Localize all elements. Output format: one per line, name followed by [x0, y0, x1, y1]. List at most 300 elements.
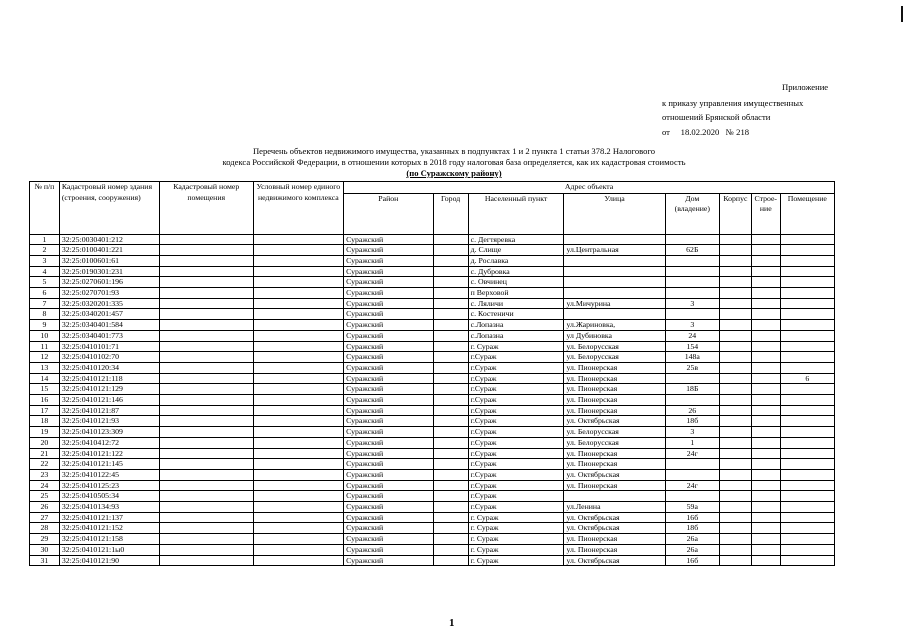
cell-conditional-number [253, 234, 344, 245]
cell-district: Суражский [344, 362, 433, 373]
cell-settlement: с. Дубровка [468, 266, 564, 277]
cell-street: ул. Октябрьская [564, 416, 665, 427]
cell-room-cadastral [159, 491, 253, 502]
cell-street [564, 255, 665, 266]
cell-house: 3 [665, 427, 719, 438]
cell-street: ул. Пионерская [564, 373, 665, 384]
cell-stroenie [751, 405, 780, 416]
cell-room-cadastral [159, 255, 253, 266]
cell-settlement: г.Сураж [468, 395, 564, 406]
cell-street: ул. Октябрьская [564, 512, 665, 523]
cell-room-cadastral [159, 330, 253, 341]
cell-num: 14 [30, 373, 60, 384]
cell-city [433, 277, 468, 288]
cell-house [665, 373, 719, 384]
cell-district: Суражский [344, 469, 433, 480]
cell-house: 1 [665, 437, 719, 448]
cell-city [433, 384, 468, 395]
table-row [30, 437, 835, 448]
cell-house: 24г [665, 448, 719, 459]
cell-street: ул.Мичурина [564, 298, 665, 309]
cell-num: 5 [30, 277, 60, 288]
cell-street: ул. Пионерская [564, 544, 665, 555]
cell-cadastral-number: 32:25:0410120:34 [59, 362, 159, 373]
cell-room-cadastral [159, 502, 253, 513]
cell-settlement: г. Сураж [468, 523, 564, 534]
cell-room-cadastral [159, 523, 253, 534]
cell-conditional-number [253, 405, 344, 416]
cell-num: 24 [30, 480, 60, 491]
cell-city [433, 245, 468, 256]
document-title-district: (по Суражскому району) [406, 168, 502, 178]
cell-city [433, 352, 468, 363]
cell-room-cadastral [159, 309, 253, 320]
cell-district: Суражский [344, 373, 433, 384]
cell-conditional-number [253, 277, 344, 288]
header-city: Город [433, 193, 468, 234]
cell-stroenie [751, 469, 780, 480]
cell-house [665, 288, 719, 299]
header-korpus: Корпус [719, 193, 751, 234]
cell-city [433, 427, 468, 438]
cell-num: 23 [30, 469, 60, 480]
cell-room [780, 266, 834, 277]
cell-korpus [719, 469, 751, 480]
cell-korpus [719, 330, 751, 341]
cell-room [780, 384, 834, 395]
cell-conditional-number [253, 534, 344, 545]
cell-room-cadastral [159, 362, 253, 373]
cell-room [780, 544, 834, 555]
table-row [30, 245, 835, 256]
cell-conditional-number [253, 320, 344, 331]
cell-city [433, 416, 468, 427]
cell-num: 8 [30, 309, 60, 320]
cell-house [665, 309, 719, 320]
cell-num: 2 [30, 245, 60, 256]
cell-korpus [719, 320, 751, 331]
cell-room-cadastral [159, 512, 253, 523]
cell-street: ул. Октябрьская [564, 469, 665, 480]
cell-room: 6 [780, 373, 834, 384]
cell-conditional-number [253, 298, 344, 309]
header-settlement: Населенный пункт [468, 193, 564, 234]
header-street: Улица [564, 193, 665, 234]
document-title-line2: кодекса Российской Федерации, в отношении которых в 2018 году налоговая база определяется, как их кадастровая стоимость [222, 157, 686, 167]
cell-korpus [719, 277, 751, 288]
cell-num: 20 [30, 437, 60, 448]
cell-city [433, 480, 468, 491]
table-row [30, 266, 835, 277]
cell-district: Суражский [344, 255, 433, 266]
cell-room [780, 288, 834, 299]
cell-district: Суражский [344, 544, 433, 555]
cell-room [780, 502, 834, 513]
cell-street: ул. Пионерская [564, 480, 665, 491]
cell-stroenie [751, 480, 780, 491]
cell-stroenie [751, 298, 780, 309]
cell-district: Суражский [344, 330, 433, 341]
cell-settlement: г.Сураж [468, 352, 564, 363]
cell-house [665, 395, 719, 406]
cell-korpus [719, 266, 751, 277]
cell-room-cadastral [159, 544, 253, 555]
cell-num: 25 [30, 491, 60, 502]
table-row [30, 373, 835, 384]
cell-house: 18Б [665, 384, 719, 395]
cell-num: 12 [30, 352, 60, 363]
table-row [30, 523, 835, 534]
cell-stroenie [751, 384, 780, 395]
cell-settlement: с. Костеничи [468, 309, 564, 320]
cell-room [780, 416, 834, 427]
cell-conditional-number [253, 555, 344, 566]
cell-cadastral-number: 32:25:0030401:212 [59, 234, 159, 245]
cell-num: 6 [30, 288, 60, 299]
cell-korpus [719, 512, 751, 523]
cell-num: 19 [30, 427, 60, 438]
cell-cadastral-number: 32:25:0410122:45 [59, 469, 159, 480]
cell-district: Суражский [344, 234, 433, 245]
cell-house: 154 [665, 341, 719, 352]
cell-room-cadastral [159, 480, 253, 491]
cell-korpus [719, 459, 751, 470]
cell-cadastral-number: 32:25:0340201:457 [59, 309, 159, 320]
cell-stroenie [751, 448, 780, 459]
table-row [30, 309, 835, 320]
cell-city [433, 255, 468, 266]
cell-house: 26а [665, 534, 719, 545]
cell-settlement: г. Сураж [468, 341, 564, 352]
cell-street: ул.Жариновка, [564, 320, 665, 331]
cell-stroenie [751, 416, 780, 427]
cell-room [780, 427, 834, 438]
cell-cadastral-number: 32:25:0410134:93 [59, 502, 159, 513]
cell-city [433, 534, 468, 545]
cell-room-cadastral [159, 384, 253, 395]
document-title-line1: Перечень объектов недвижимого имущества, указанных в подпунктах 1 и 2 пункта 1 статьи 378.2 Налогового [252, 146, 656, 156]
cell-num: 26 [30, 502, 60, 513]
cell-conditional-number [253, 373, 344, 384]
cell-stroenie [751, 459, 780, 470]
cell-stroenie [751, 277, 780, 288]
table-row [30, 459, 835, 470]
cell-room [780, 298, 834, 309]
cell-house: 26а [665, 544, 719, 555]
cell-cadastral-number: 32:25:0190301:231 [59, 266, 159, 277]
cell-settlement: г.Сураж [468, 448, 564, 459]
cell-room [780, 523, 834, 534]
cell-conditional-number [253, 512, 344, 523]
cell-settlement: г.Сураж [468, 416, 564, 427]
cell-house: 24г [665, 480, 719, 491]
cell-street: ул. Октябрьская [564, 523, 665, 534]
cell-settlement: г.Сураж [468, 502, 564, 513]
cell-room-cadastral [159, 373, 253, 384]
cell-district: Суражский [344, 341, 433, 352]
cell-house: 59а [665, 502, 719, 513]
cell-room [780, 277, 834, 288]
cell-stroenie [751, 288, 780, 299]
cell-room-cadastral [159, 427, 253, 438]
cell-num: 28 [30, 523, 60, 534]
cell-district: Суражский [344, 395, 433, 406]
cell-conditional-number [253, 427, 344, 438]
cell-num: 15 [30, 384, 60, 395]
cell-cadastral-number: 32:25:0410121:146 [59, 395, 159, 406]
cell-korpus [719, 502, 751, 513]
table-row [30, 480, 835, 491]
cell-stroenie [751, 437, 780, 448]
cell-room [780, 405, 834, 416]
cell-room [780, 341, 834, 352]
header-district: Район [344, 193, 433, 234]
cell-conditional-number [253, 469, 344, 480]
header-cad-room: Кадастровый номер помещения [159, 182, 253, 235]
cell-stroenie [751, 341, 780, 352]
cell-korpus [719, 416, 751, 427]
cell-district: Суражский [344, 384, 433, 395]
cell-conditional-number [253, 480, 344, 491]
cell-district: Суражский [344, 448, 433, 459]
cell-district: Суражский [344, 512, 433, 523]
order-reference-line2: отношений Брянской области [662, 112, 771, 122]
header-room: Помещение [780, 193, 834, 234]
cell-stroenie [751, 330, 780, 341]
cell-room [780, 480, 834, 491]
cell-room-cadastral [159, 395, 253, 406]
cell-house: 26 [665, 405, 719, 416]
cell-district: Суражский [344, 480, 433, 491]
cell-settlement: г. Сураж [468, 534, 564, 545]
cell-house: 25в [665, 362, 719, 373]
cell-house: 3 [665, 320, 719, 331]
cell-street [564, 234, 665, 245]
table-row [30, 362, 835, 373]
cell-korpus [719, 373, 751, 384]
cell-street: ул. Белорусская [564, 427, 665, 438]
cell-room-cadastral [159, 245, 253, 256]
cell-city [433, 288, 468, 299]
cell-room [780, 459, 834, 470]
cell-settlement: г. Сураж [468, 544, 564, 555]
cell-stroenie [751, 234, 780, 245]
cell-room-cadastral [159, 459, 253, 470]
table-row [30, 395, 835, 406]
cell-district: Суражский [344, 427, 433, 438]
cell-num: 3 [30, 255, 60, 266]
cell-korpus [719, 341, 751, 352]
cell-district: Суражский [344, 437, 433, 448]
cell-stroenie [751, 523, 780, 534]
table-row [30, 352, 835, 363]
cell-house: 3 [665, 298, 719, 309]
order-reference-line1: к приказу управления имущественных [662, 98, 804, 108]
cell-korpus [719, 234, 751, 245]
cell-cadastral-number: 32:25:0410505:34 [59, 491, 159, 502]
cell-conditional-number [253, 255, 344, 266]
cell-num: 27 [30, 512, 60, 523]
table-row [30, 534, 835, 545]
cell-room [780, 395, 834, 406]
cell-room [780, 234, 834, 245]
cell-house: 24 [665, 330, 719, 341]
cell-room [780, 245, 834, 256]
cell-num: 1 [30, 234, 60, 245]
cell-cadastral-number: 32:25:0410121:93 [59, 416, 159, 427]
cell-cadastral-number: 32:25:0410121:152 [59, 523, 159, 534]
header-cond-number: Условный номер единого недвижимого комплекса [253, 182, 344, 235]
cell-street [564, 288, 665, 299]
table-body [30, 234, 835, 566]
cell-conditional-number [253, 384, 344, 395]
cell-conditional-number [253, 448, 344, 459]
cell-conditional-number [253, 362, 344, 373]
table-row [30, 255, 835, 266]
cell-room-cadastral [159, 320, 253, 331]
cell-house [665, 491, 719, 502]
cell-district: Суражский [344, 491, 433, 502]
cell-korpus [719, 523, 751, 534]
cell-street: ул. Пионерская [564, 459, 665, 470]
property-table [29, 181, 835, 566]
cell-city [433, 266, 468, 277]
cell-stroenie [751, 245, 780, 256]
cell-room [780, 534, 834, 545]
cell-room-cadastral [159, 405, 253, 416]
cell-num: 17 [30, 405, 60, 416]
table-row [30, 416, 835, 427]
cell-room [780, 512, 834, 523]
cell-street [564, 309, 665, 320]
cell-cadastral-number: 32:25:0270601:196 [59, 277, 159, 288]
cell-room [780, 330, 834, 341]
cell-stroenie [751, 555, 780, 566]
cell-cadastral-number: 32:25:0410121:145 [59, 459, 159, 470]
cell-city [433, 234, 468, 245]
cell-city [433, 523, 468, 534]
cell-korpus [719, 491, 751, 502]
cell-district: Суражский [344, 352, 433, 363]
cell-room [780, 448, 834, 459]
cell-settlement: г.Сураж [468, 405, 564, 416]
cell-cadastral-number: 32:25:0410121:122 [59, 448, 159, 459]
cell-stroenie [751, 512, 780, 523]
cell-city [433, 448, 468, 459]
cell-district: Суражский [344, 266, 433, 277]
table-row [30, 330, 835, 341]
table-row [30, 469, 835, 480]
cell-korpus [719, 298, 751, 309]
cell-room-cadastral [159, 266, 253, 277]
cell-num: 31 [30, 555, 60, 566]
cell-street: ул. Пионерская [564, 448, 665, 459]
cell-district: Суражский [344, 405, 433, 416]
cell-stroenie [751, 544, 780, 555]
table-row [30, 544, 835, 555]
table-row [30, 491, 835, 502]
cell-room-cadastral [159, 416, 253, 427]
cell-room [780, 255, 834, 266]
cell-cadastral-number: 32:25:0320201:335 [59, 298, 159, 309]
cell-settlement: г.Сураж [468, 459, 564, 470]
table-row [30, 555, 835, 566]
header-num: № п/п [30, 182, 60, 235]
table-row [30, 288, 835, 299]
cell-settlement: с.Лопазна [468, 320, 564, 331]
cell-settlement: г.Сураж [468, 491, 564, 502]
cell-room [780, 309, 834, 320]
cell-stroenie [751, 395, 780, 406]
cell-street: ул. Пионерская [564, 362, 665, 373]
cell-stroenie [751, 502, 780, 513]
cell-district: Суражский [344, 298, 433, 309]
cell-settlement: д. Слище [468, 245, 564, 256]
cell-house [665, 266, 719, 277]
cell-num: 21 [30, 448, 60, 459]
cell-conditional-number [253, 437, 344, 448]
cell-house: 62Б [665, 245, 719, 256]
header-house: Дом (владение) [665, 193, 719, 234]
cell-korpus [719, 362, 751, 373]
cell-room [780, 437, 834, 448]
cell-conditional-number [253, 245, 344, 256]
cell-korpus [719, 544, 751, 555]
cell-cadastral-number: 32:25:0410102:70 [59, 352, 159, 363]
cell-korpus [719, 534, 751, 545]
cell-room [780, 491, 834, 502]
cell-settlement: с. Овчинец [468, 277, 564, 288]
cell-street [564, 266, 665, 277]
cell-conditional-number [253, 491, 344, 502]
cell-district: Суражский [344, 534, 433, 545]
cell-district: Суражский [344, 523, 433, 534]
cell-korpus [719, 448, 751, 459]
cell-korpus [719, 288, 751, 299]
cell-conditional-number [253, 395, 344, 406]
cell-district: Суражский [344, 320, 433, 331]
table-row [30, 234, 835, 245]
cell-settlement: с. Ляличи [468, 298, 564, 309]
cell-city [433, 298, 468, 309]
cell-street: ул Дубиновка [564, 330, 665, 341]
cell-num: 4 [30, 266, 60, 277]
cell-settlement: с. Дегтяревка [468, 234, 564, 245]
cell-house: 16б [665, 512, 719, 523]
header-address: Адрес объекта [344, 182, 835, 194]
cell-korpus [719, 352, 751, 363]
cell-street: ул.Центральная [564, 245, 665, 256]
cell-conditional-number [253, 309, 344, 320]
cell-city [433, 362, 468, 373]
cell-korpus [719, 395, 751, 406]
cell-city [433, 395, 468, 406]
cell-room [780, 555, 834, 566]
table-row [30, 405, 835, 416]
cell-settlement: г.Сураж [468, 362, 564, 373]
cell-stroenie [751, 491, 780, 502]
cell-house [665, 255, 719, 266]
cell-room-cadastral [159, 234, 253, 245]
scan-edge-mark [901, 6, 903, 22]
cell-house: 148а [665, 352, 719, 363]
cell-district: Суражский [344, 245, 433, 256]
cell-stroenie [751, 309, 780, 320]
cell-cadastral-number: 32:25:0410121:90 [59, 555, 159, 566]
cell-cadastral-number: 32:25:0410121:118 [59, 373, 159, 384]
cell-num: 9 [30, 320, 60, 331]
cell-cadastral-number: 32:25:0270701:93 [59, 288, 159, 299]
